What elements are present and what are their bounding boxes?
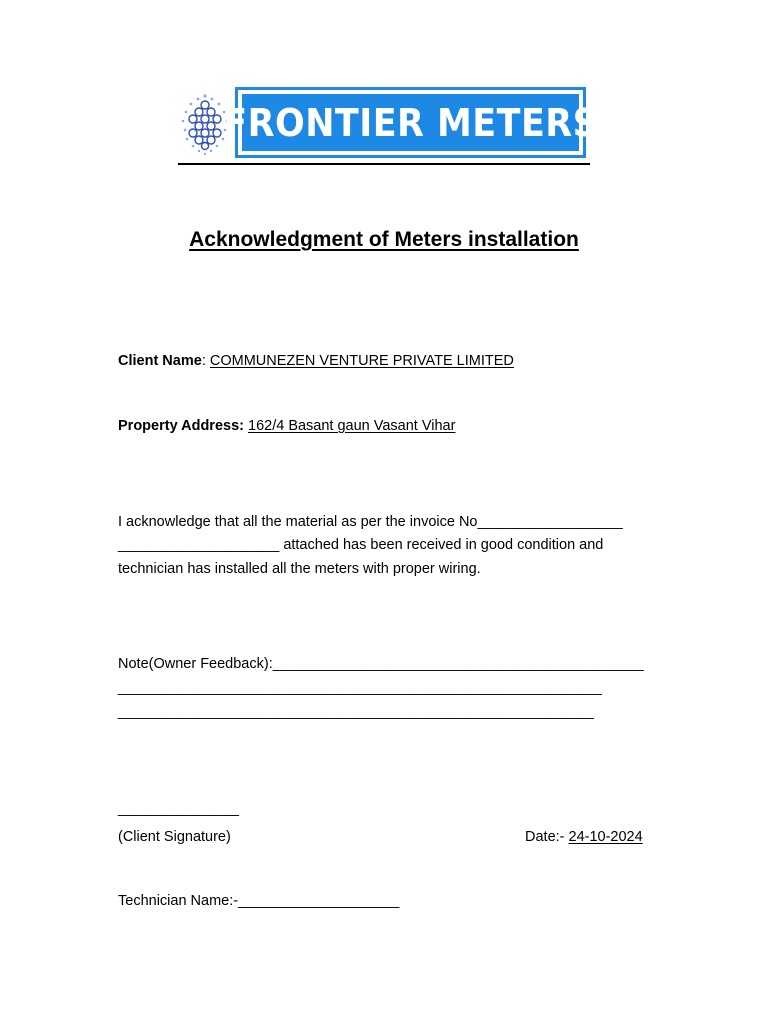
- client-name-row: [118, 353, 514, 369]
- date-row: [525, 829, 643, 845]
- company-logo: [178, 86, 599, 164]
- technician-name-row: [118, 893, 399, 909]
- document-title-text: Acknowledgment of Meters installation: [189, 228, 579, 251]
- property-address-value: 162/4 Basant gaun Vasant Vihar: [248, 418, 456, 434]
- client-name-separator: :: [201, 353, 210, 369]
- logo-wordmark-box: [222, 87, 599, 158]
- owner-feedback-line-2: ____________________________________________________________: [118, 680, 602, 696]
- acknowledgement-line-3: technician has installed all the meters with proper wiring.: [118, 561, 481, 577]
- acknowledgement-line-2: ____________________ attached has been received in good condition and: [118, 537, 604, 553]
- client-name-value: COMMUNEZEN VENTURE PRIVATE LIMITED: [209, 353, 514, 369]
- technician-name-label: Technician Name:-: [118, 893, 239, 909]
- date-label: Date:-: [525, 829, 569, 845]
- owner-feedback-line-3: ___________________________________________________________: [118, 704, 594, 720]
- acknowledgement-line-1: I acknowledge that all the material as per the invoice No__________________: [118, 514, 623, 530]
- property-address-row: [118, 418, 455, 434]
- logo-wordmark-fill: [222, 94, 599, 151]
- client-signature-blank: _______________: [118, 801, 239, 817]
- document-title: [0, 228, 768, 252]
- logo-wordmark: FRONTIER METERS: [222, 100, 599, 145]
- date-value: 24-10-2024: [568, 829, 643, 845]
- technician-name-blank: ____________________: [238, 893, 400, 909]
- client-name-label: Client Name: [118, 353, 202, 369]
- owner-feedback-line-1: Note(Owner Feedback):______________________________________________: [118, 656, 644, 672]
- header-divider: [178, 163, 590, 165]
- client-signature-label: (Client Signature): [118, 829, 231, 845]
- property-address-label: Property Address:: [118, 418, 244, 434]
